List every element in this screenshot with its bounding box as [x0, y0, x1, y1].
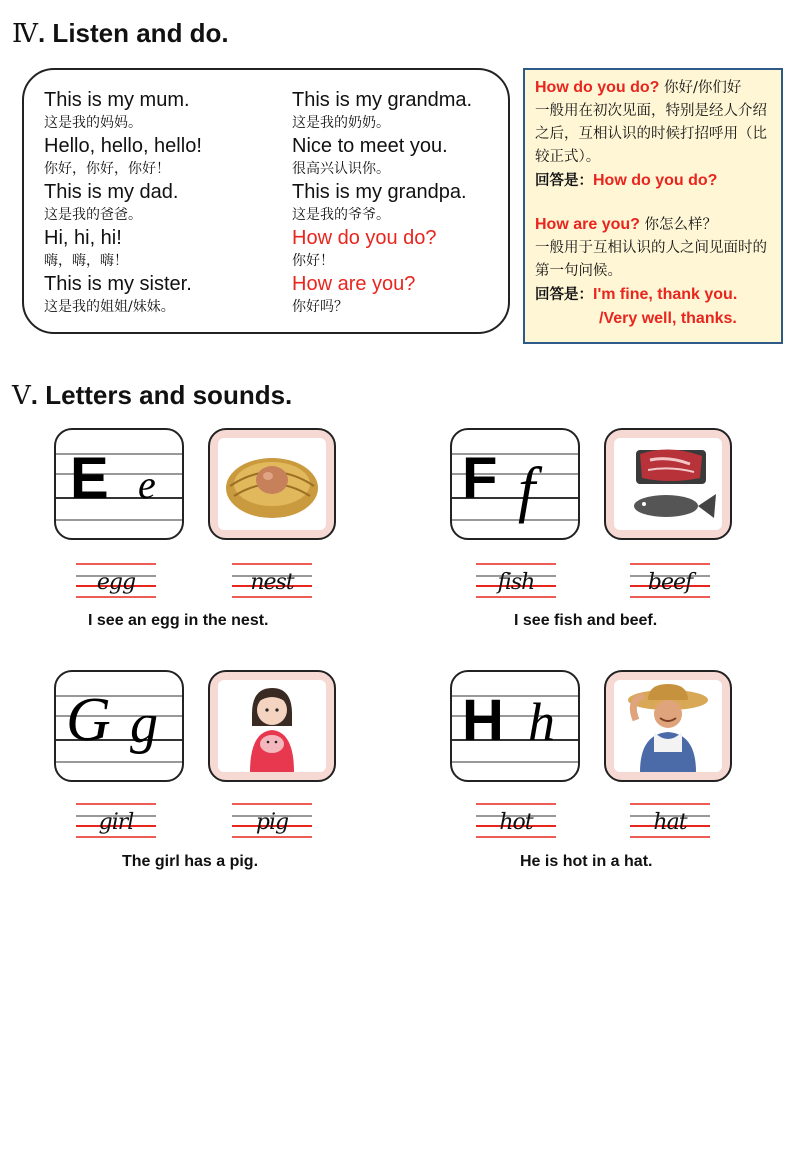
- word-text: nest: [250, 570, 294, 595]
- letter-lower: h: [528, 692, 555, 752]
- section-4-number: Ⅳ: [12, 19, 38, 49]
- dialog-line: [292, 226, 472, 272]
- note-q2-answer-1: I'm fine, thank you.: [593, 286, 738, 303]
- dialog-zh: 这是我的奶奶。: [292, 115, 390, 131]
- note-q1-zh: 你好/你们好: [659, 80, 742, 96]
- letter-lower: g: [130, 693, 158, 755]
- dialog-en: This is my grandpa.: [292, 181, 467, 203]
- picture-card-man-hat: [604, 670, 732, 782]
- word-text: beef: [647, 570, 693, 595]
- picture-card-egg-nest: [208, 428, 336, 540]
- note-q2-desc: 一般用于互相认识的人之间见面时的第一句问候。: [535, 240, 767, 279]
- dialog-line: [292, 134, 472, 180]
- section-5-title: [12, 380, 292, 411]
- section-5-title-text: . Letters and sounds.: [30, 380, 293, 410]
- egg-in-nest-icon: [218, 438, 326, 530]
- note-q2-zh: 你怎么样？: [639, 217, 718, 233]
- dialog-zh: 你好吗？: [292, 299, 348, 315]
- dialog-zh: 这是我的爷爷。: [292, 207, 390, 223]
- letter-upper: G: [66, 686, 111, 754]
- sentence-f: I see fish and beef.: [514, 612, 658, 629]
- sentence-h: He is hot in a hat.: [520, 853, 653, 870]
- dialog-zh: 这是我的妈妈。: [44, 115, 142, 131]
- dialog-en: This is my sister.: [44, 273, 192, 295]
- dialog-left-column: [44, 88, 202, 318]
- note-q1: [535, 76, 771, 100]
- word-fish: [476, 560, 556, 602]
- man-in-hat-icon: [614, 680, 722, 772]
- dialog-en: Hello, hello, hello!: [44, 135, 202, 157]
- sentence-e: I see an egg in the nest.: [88, 612, 269, 629]
- sentence-g: The girl has a pig.: [122, 853, 259, 870]
- note-box: [523, 68, 783, 344]
- note-q2-en: How are you?: [535, 216, 640, 233]
- word-text: pig: [255, 810, 289, 835]
- note-q1-answer: [535, 169, 771, 193]
- dialog-en: This is my grandma.: [292, 89, 473, 111]
- letter-card-g: [54, 670, 184, 782]
- dialog-en: Hi, hi, hi!: [44, 227, 122, 249]
- note-q1-en: How do you do?: [535, 79, 660, 96]
- handwriting-lines-icon: [56, 430, 182, 538]
- word-hot: [476, 800, 556, 842]
- dialog-en-highlight: How do you do?: [292, 227, 437, 249]
- answer-label: 回答是：: [535, 287, 593, 303]
- note-q2-answer-cont: [535, 307, 771, 331]
- dialog-en-highlight: How are you?: [292, 273, 416, 295]
- dialog-line: [292, 88, 472, 134]
- note-q1-answer-text: How do you do?: [593, 172, 718, 189]
- note-q1-desc: 一般用在初次见面，特别是经人介绍之后，互相认识的时候打招呼用（比较正式）。: [535, 103, 767, 165]
- fish-and-beef-icon: [614, 438, 722, 530]
- note-q2: [535, 213, 771, 237]
- handwriting-lines-icon: [452, 430, 578, 538]
- dialog-en: Nice to meet you.: [292, 135, 448, 157]
- dialog-zh: 这是我的姐姐/妹妹。: [44, 299, 175, 315]
- dialog-zh: 很高兴认识你。: [292, 161, 390, 177]
- word-girl: [76, 800, 156, 842]
- dialog-line: [44, 88, 202, 134]
- dialog-zh: 你好，你好，你好！: [44, 161, 170, 177]
- letter-card-e: [54, 428, 184, 540]
- word-text: fish: [497, 570, 535, 595]
- dialog-line: [44, 272, 202, 318]
- note-q2-answer-2: /Very well, thanks.: [599, 310, 737, 327]
- word-text: girl: [98, 810, 134, 835]
- dialog-en: This is my dad.: [44, 181, 179, 203]
- dialog-line: [292, 272, 472, 318]
- section-4-title-text: . Listen and do.: [37, 18, 229, 48]
- picture-card-fish-beef: [604, 428, 732, 540]
- dialog-line: [44, 180, 202, 226]
- handwriting-lines-icon: [452, 672, 578, 780]
- handwriting-lines-icon: [56, 672, 182, 780]
- letter-lower: f: [518, 456, 536, 524]
- dialog-line: [292, 180, 472, 226]
- word-text: egg: [96, 570, 136, 595]
- word-nest: [232, 560, 312, 602]
- dialog-zh: 嗨，嗨，嗨！: [44, 253, 128, 269]
- letter-upper: E: [70, 446, 109, 511]
- letter-lower: e: [138, 462, 156, 507]
- picture-card-girl-pig: [208, 670, 336, 782]
- note-q2-answer: [535, 283, 771, 307]
- answer-label: 回答是：: [535, 173, 593, 189]
- dialog-box: [22, 68, 510, 334]
- letter-upper: H: [462, 688, 504, 753]
- dialog-line: [44, 226, 202, 272]
- section-5-number: Ⅴ: [12, 381, 31, 411]
- girl-with-pig-icon: [218, 680, 326, 772]
- letter-card-f: [450, 428, 580, 540]
- word-beef: [630, 560, 710, 602]
- section-4-title: [12, 18, 229, 49]
- word-text: hat: [653, 810, 687, 835]
- word-text: hot: [499, 810, 533, 835]
- dialog-en: This is my mum.: [44, 89, 190, 111]
- word-egg: [76, 560, 156, 602]
- letter-card-h: [450, 670, 580, 782]
- dialog-zh: 你好！: [292, 253, 334, 269]
- letter-upper: F: [462, 446, 498, 511]
- word-hat: [630, 800, 710, 842]
- dialog-zh: 这是我的爸爸。: [44, 207, 142, 223]
- word-pig: [232, 800, 312, 842]
- dialog-right-column: [292, 88, 472, 318]
- dialog-line: [44, 134, 202, 180]
